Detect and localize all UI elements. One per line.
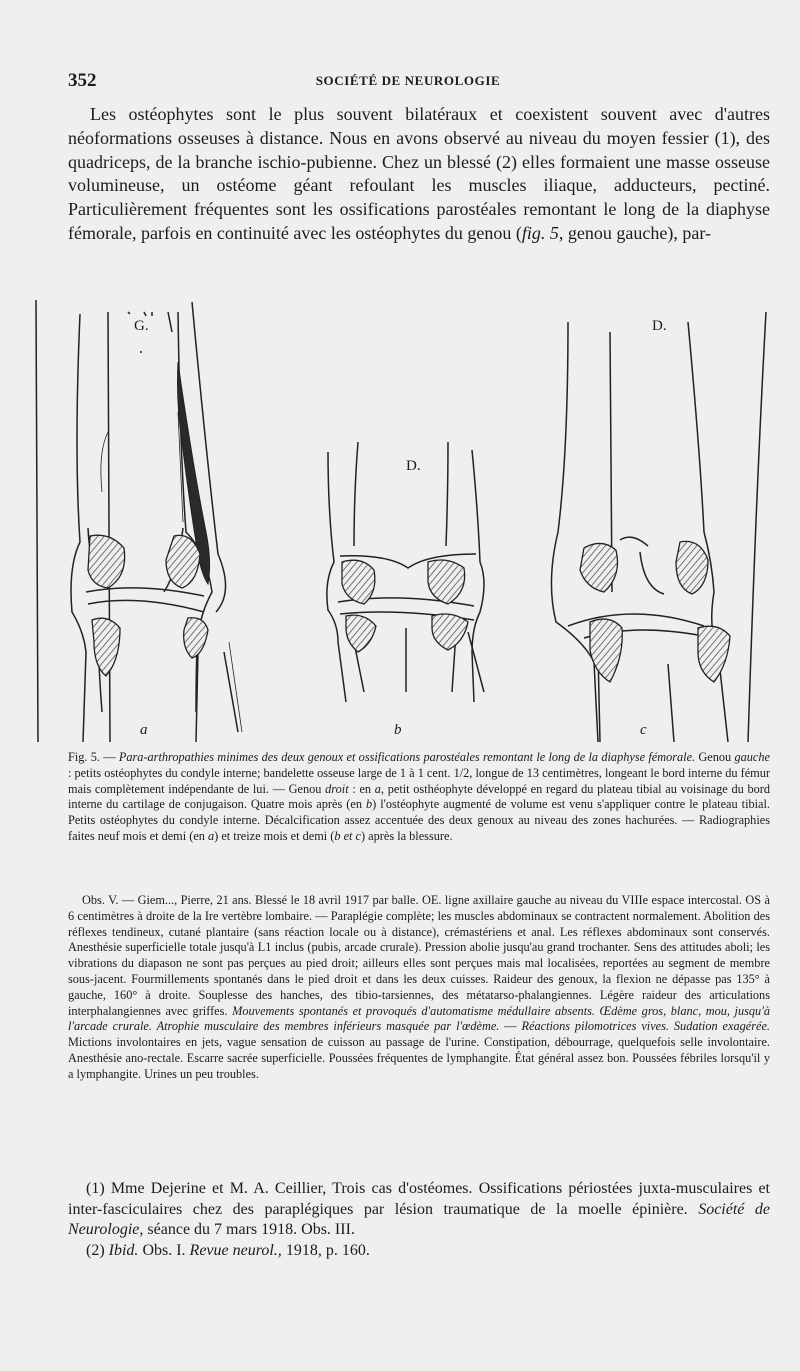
intro-paragraph [68,103,770,246]
panel-label-a: a [140,722,148,738]
caption-title: Para-arthropathies minimes des deux genoux et ossifications parostéales remontant le long de la diaphyse fémorale. [118,750,696,764]
hatched-condyle-b-left [342,560,375,604]
observation-text: — [499,1019,522,1034]
caption-droit: droit [325,781,349,796]
hatched-tibia-c-right [698,626,730,682]
observation-paragraph [68,893,770,1083]
footnote-text: 1918, p. 160. [281,1241,370,1259]
footnote-2 [68,1241,770,1262]
caption-fig-label: Fig. 5. [68,750,100,764]
panel-label-b: b [394,722,402,738]
caption-gauche: gauche [734,750,770,764]
observation-italic: Réactions pilomotrices vives. Sudation exagérée. [521,1019,770,1034]
footnote-text: séance du 7 mars 1918. Obs. III. [143,1221,355,1238]
caption-text: : en [348,781,375,796]
footnote-1 [68,1179,770,1241]
footnote-text: (1) Mme Dejerine et M. A. Ceillier, Trois cas d'ostéomes. Ossifications périostées juxta-musculaires et inter-fasciculaires chez des paraplégiques par lésion traumatique de la moelle épinière. [68,1180,770,1218]
observation-italic: Mouvements spontanés et provoqués d'automatisme médullaire absents. Œdème gros, blanc, mou, jusqu'à l'arcade crurale. Atrophie musculaire des membres inférieurs masquée par l'œdème. [68,1003,770,1034]
hatched-tibia-b-left [346,615,376,652]
footnote-text: Obs. I. [138,1241,190,1259]
footnote-text: (2) [86,1241,109,1259]
caption-text: Genou [695,750,735,764]
knee-drawings [28,292,780,742]
footnote-journal: Société de Neurologie, [68,1200,770,1238]
hatched-condyle-b-right [428,560,465,604]
figure-reference: fig. 5 [521,222,559,243]
intro-text-end: , genou gauche), par- [558,222,711,243]
hatched-condyle-a-left [88,535,125,588]
page-number: 352 [68,70,97,91]
caption-ref-a: a [374,781,381,796]
running-title: SOCIÉTÉ DE NEUROLOGIE [315,73,501,88]
caption-text: : petits ostéophytes du condyle interne; bandelette osseuse large de 1 à 1 cent. 1/2, longue de 13 centimètres, longeant le bord interne du fémur mais complètement indépendante de lui. — Genou [68,765,770,796]
hatched-condyle-c-right [676,541,708,594]
label-droit-right: D. [652,318,667,334]
knee-drawing-c [551,312,766,742]
knee-drawing-a [36,300,242,742]
caption-dash: — [99,750,119,764]
knee-radiograph-figure [28,292,780,742]
caption-text: , petit osthéophyte développé en regard du plateau tibial au voisinage du bord interne du cartilage de conjugaison. Quatre mois après (en [68,781,770,812]
page-header [68,70,748,92]
footnotes [68,1179,770,1261]
observation-text: Mictions involontaires en jets, vague sensation de cuisson au passage de l'urine. Constipation, débourrage, quelquefois selle involontaire. Anesthésie ano-rectale. Escarre sacrée superficielle. Poussées fréquentes de lymphangite. État général assez bon. Poussées fébriles lorsqu'il y a lymphangite. Urines un peu troubles. [68,1035,770,1081]
caption-text: ) l'ostéophyte augmenté de volume est venu s'appliquer contre le plateau tibial. Petits ostéophytes du condyle interne. Décalcification assez accentuée des deux genoux au niveau des zones hachurées. — Radiographies faites neuf mois et demi (en [68,797,770,843]
label-droit-mid: D. [406,458,421,474]
footnote-ibid: Ibid. [108,1241,139,1259]
hatched-condyle-a-right [166,535,200,588]
caption-text: ) et treize mois et demi ( [214,828,335,843]
panel-label-c: c [640,722,647,738]
footnote-journal: Revue neurol., [189,1241,282,1259]
hatched-tibia-a-right [184,618,208,658]
hatched-tibia-b-right [432,614,468,650]
observation-text: Obs. V. — Giem..., Pierre, 21 ans. Blessé le 18 avril 1917 par balle. OE. ligne axillaire gauche au niveau du VIIIe espace intercostal. OS à 6 centimètres à droite de la Ire vertèbre lombaire. — Paraplégie complète; les muscles abdominaux se contractent normalement. Abolition des réflexes tendineux, cutané plantaire (sans réaction locale ou à distance), crémastériens et anal. Les réflexes abdominaux sont conservés. Anesthésie superficielle totale jusqu'à L1 inclus (pubis, arcade crurale). Pression abolie jusqu'au grand trochanter. Sens des attitudes aboli; les vibrations du diapason ne sont pas perçues au pied droit; ailleurs elles sont perçues mais mal localisées, reportées au segment de membre sous-jacent. Fourmillements spontanés dans le pied droit et dans les deux cuisses. Raideur des genoux, la flexion ne dépasse pas 135° à gauche, 160° à droite. Souplesse des hanches, des tibio-tarsiennes, des métatarso-phalangiennes. Légère raideur des articulations interphalangiennes avec griffes. [68,893,770,1018]
intro-text: Les ostéophytes sont le plus souvent bilatéraux et coexistent souvent avec d'autres néoformations osseuses à distance. Nous en avons observé au niveau du moyen fessier (1), des quadriceps, de la branche ischio-pubienne. Chez un blessé (2) elles formaient une masse osseuse volumineuse, un ostéome géant refoulant les muscles iliaque, adducteurs, pectiné. Particulièrement fréquentes sont les ossifications parostéales remontant le long de la diaphyse fémorale, parfois en continuité avec les ostéophytes du genou ( [68,104,770,243]
caption-ref-bc: b et c [334,828,362,843]
caption-text: ) après la blessure. [361,828,453,843]
caption-ref-a: a [208,828,215,843]
hatched-tibia-a-left [92,618,120,676]
caption-ref-b: b [365,797,373,812]
figure-caption [68,750,770,845]
label-gauche: G. [134,318,149,334]
